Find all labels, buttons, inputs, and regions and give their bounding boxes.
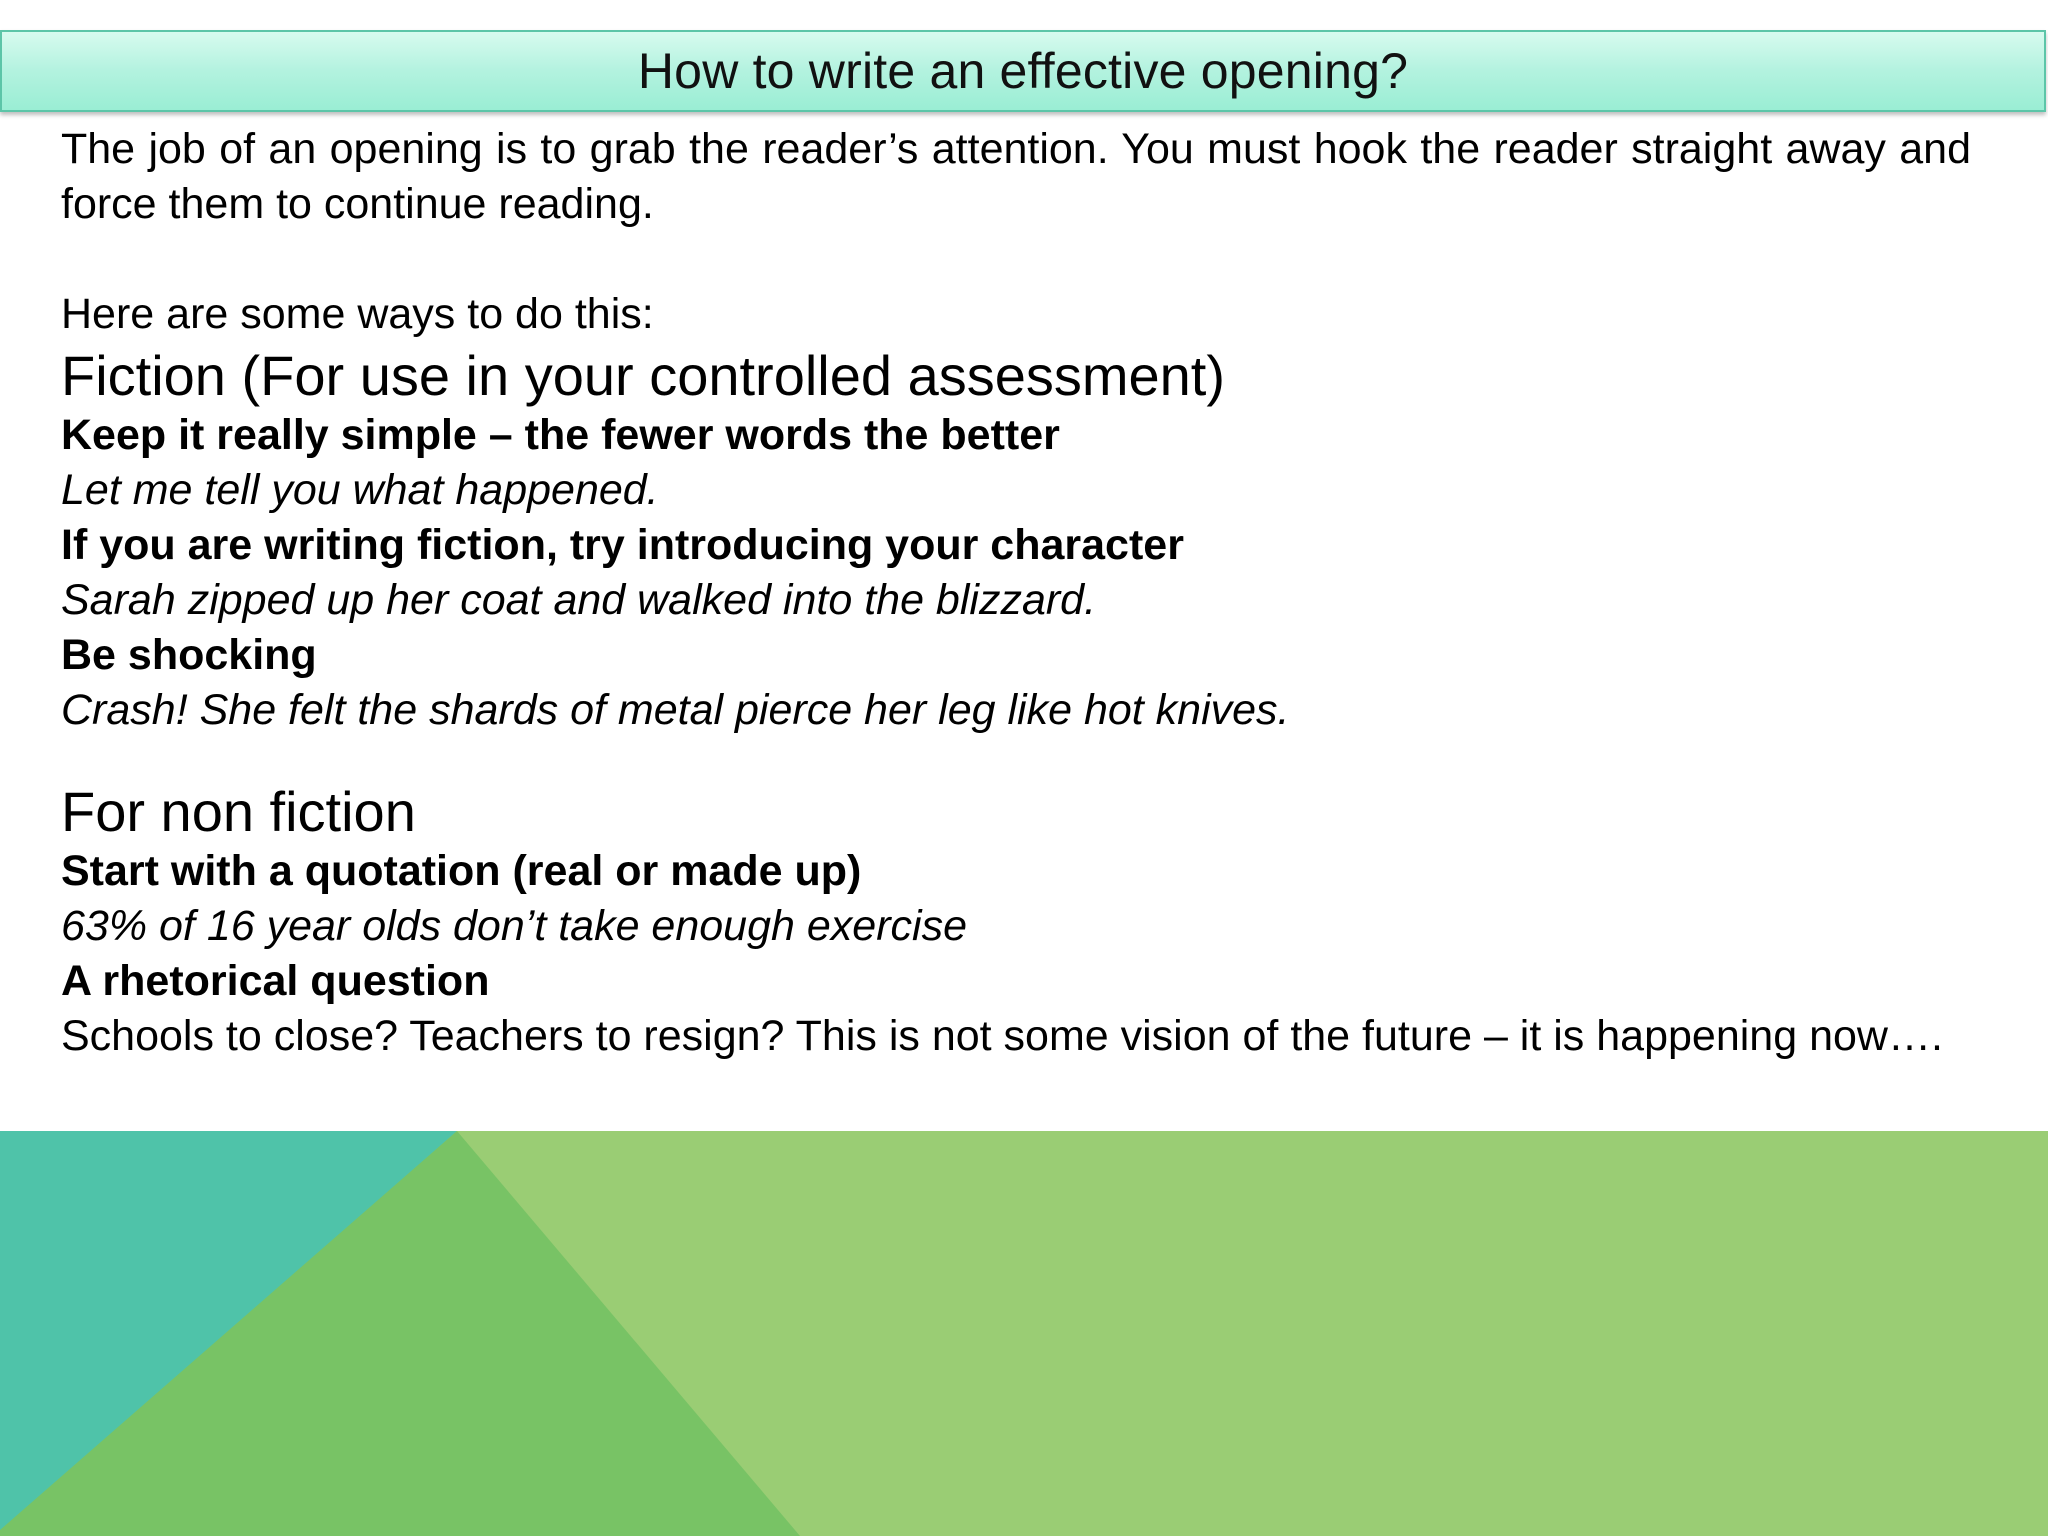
non-fiction-tip-1: Start with a quotation (real or made up) <box>61 847 862 895</box>
non-fiction-example-2: Schools to close? Teachers to resign? This is not some vision of the future – it is happening now…. <box>61 1012 1943 1060</box>
slide-title: How to write an effective opening? <box>637 43 1409 99</box>
ways-label: Here are some ways to do this: <box>61 290 654 338</box>
spacer <box>61 232 1971 287</box>
fiction-example-1: Let me tell you what happened. <box>61 466 659 514</box>
fiction-tip-1: Keep it really simple – the fewer words the better <box>61 411 1060 459</box>
fiction-example-2: Sarah zipped up her coat and walked into the blizzard. <box>61 576 1097 624</box>
fiction-tip-2: If you are writing fiction, try introducing your character <box>61 521 1184 569</box>
title-bar <box>0 30 2046 112</box>
non-fiction-heading: For non fiction <box>61 780 416 843</box>
fiction-example-3: Crash! She felt the shards of metal pierce her leg like hot knives. <box>61 686 1290 734</box>
non-fiction-example-1: 63% of 16 year olds don’t take enough exercise <box>61 902 967 950</box>
intro-paragraph: The job of an opening is to grab the reader’s attention. You must hook the reader straight away and force them to continue reading. <box>61 125 1971 228</box>
non-fiction-tip-2: A rhetorical question <box>61 957 490 1005</box>
fiction-tip-3: Be shocking <box>61 631 317 679</box>
slide-content <box>61 122 1971 1064</box>
spacer <box>61 738 1971 778</box>
fiction-heading: Fiction (For use in your controlled assessment) <box>61 344 1225 407</box>
